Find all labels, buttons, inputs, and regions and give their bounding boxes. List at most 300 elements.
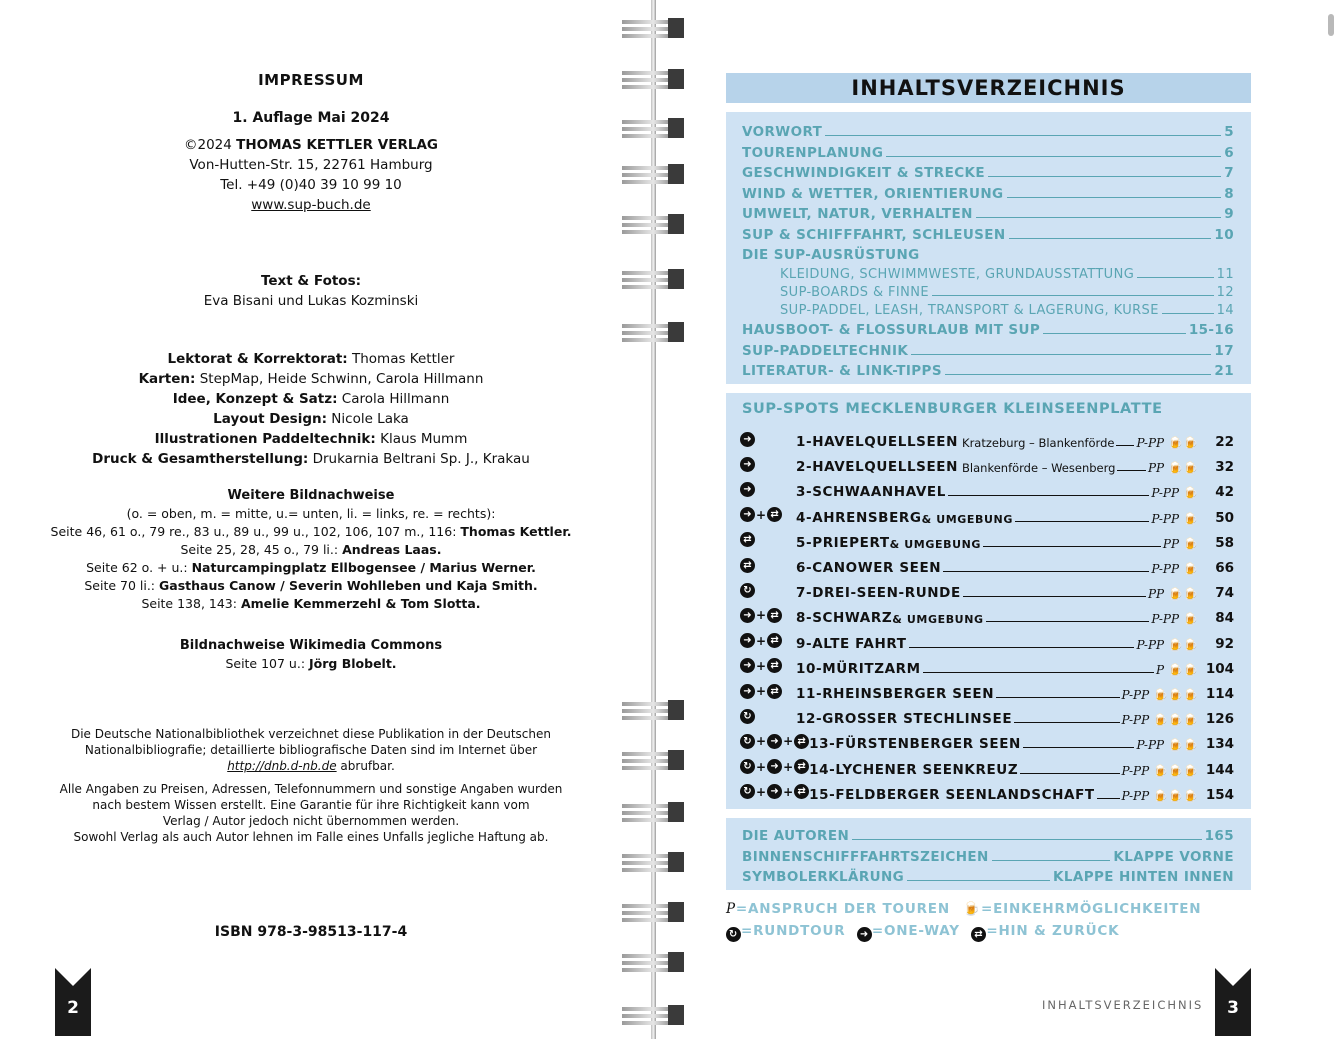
toc-entry-page: 21 (1214, 363, 1234, 379)
weitere-lines (40, 523, 582, 613)
bildnachweis-pages: Seite 25, 28, 45 o., 79 li.: (180, 542, 343, 557)
difficulty-icon: P-PP (1121, 688, 1150, 702)
spot-entry[interactable] (740, 705, 1234, 727)
spot-name: 4-AHRENSBERG (796, 509, 922, 526)
spot-entry[interactable] (740, 655, 1234, 677)
toc-leader (909, 647, 1135, 648)
toc-leader (986, 621, 1150, 622)
publisher-line (40, 135, 582, 155)
credit-label: Illustrationen Paddeltechnik: (154, 431, 376, 447)
page-number-right: 3 (1227, 998, 1239, 1018)
one-way-icon: ➜ (767, 759, 782, 774)
bildnachweis-name: Naturcampingplatz Ellbogensee / Marius Werner. (191, 560, 536, 575)
spot-page: 114 (1205, 686, 1234, 702)
difficulty-icon: P-PP (1136, 637, 1165, 652)
spot-entry[interactable] (740, 730, 1234, 752)
hin-zurueck-icon: ⇄ (794, 759, 809, 774)
hin-zurueck-icon: ⇄ (767, 633, 782, 648)
route-type-icons (740, 554, 796, 576)
credits-block (40, 349, 582, 469)
difficulty-legend-icon: P (726, 901, 736, 917)
toc-entry[interactable] (742, 120, 1234, 140)
spiral-ring-cap (668, 750, 684, 770)
toc-leader (1117, 470, 1146, 471)
toc-leader (1137, 277, 1213, 278)
spiral-ring-cap (668, 164, 684, 184)
beer-mug-icon: 🍺 (1183, 612, 1198, 627)
toc-entry-label: WIND & WETTER, ORIENTIERUNG (742, 185, 1004, 202)
one-way-icon: ➜ (740, 684, 755, 699)
bildnachweis-line (40, 523, 582, 541)
route-type-icons (740, 428, 796, 450)
spot-name-suffix: & UMGEBUNG (889, 537, 982, 551)
toc-entry[interactable] (742, 161, 1234, 181)
route-type-icons (740, 604, 796, 626)
spot-entry[interactable] (740, 630, 1234, 652)
wikimedia-pages: Seite 107 u.: (225, 656, 310, 671)
spiral-ring (622, 214, 684, 234)
toc-leader (948, 495, 1150, 496)
impressum-title: IMPRESSUM (258, 71, 364, 89)
toc-entry-page: 10 (1214, 226, 1234, 243)
hin-zurueck-icon: ⇄ (767, 684, 782, 699)
spot-entry[interactable] (740, 529, 1234, 551)
beer-mug-icon: 🍺🍺 (1168, 436, 1198, 450)
rundtour-icon: ↻ (740, 583, 755, 598)
toc-entry-ausruestung[interactable] (742, 243, 1234, 263)
rundtour-icon: ↻ (740, 734, 755, 749)
credit-line (40, 449, 582, 469)
spot-entry[interactable] (740, 781, 1234, 803)
one-way-icon: ➜ (740, 507, 755, 522)
spiral-ring-cap (668, 902, 684, 922)
mug-legend-icon: 🍺 (963, 901, 982, 917)
difficulty-icon: P-PP (1136, 738, 1165, 753)
hin-zurueck-icon: ⇄ (794, 734, 809, 749)
toc-entry-label: TOURENPLANUNG (742, 144, 884, 161)
spot-page: 84 (1215, 610, 1234, 627)
toc-leader (1162, 313, 1214, 314)
toc-entry[interactable] (742, 182, 1234, 202)
toc-entry-page: KLAPPE HINTEN INNEN (1052, 869, 1234, 885)
spot-page: 92 (1215, 635, 1234, 652)
toc-leader (1009, 238, 1212, 239)
beer-mug-icon: 🍺🍺🍺 (1153, 688, 1198, 702)
difficulty-icon: PP (1147, 587, 1165, 602)
spiral-ring (622, 164, 684, 184)
spot-name: 10-MÜRITZARM (796, 660, 921, 677)
toc-entry[interactable] (742, 845, 1234, 865)
spot-name: 7-DREI-SEEN-RUNDE (796, 585, 961, 602)
one-way-icon: ➜ (857, 927, 872, 942)
phone: Tel. +49 (0)40 39 10 99 10 (220, 177, 402, 193)
toc-entry-page: 7 (1224, 165, 1234, 181)
text-fotos-label: Text & Fotos: (260, 273, 362, 289)
spiral-rod (651, 0, 656, 1039)
difficulty-icon: P-PP (1121, 713, 1150, 728)
spiral-ring-cap (668, 69, 684, 89)
toc-entry-page: 165 (1204, 828, 1234, 844)
toc-entry-label: VORWORT (742, 124, 823, 140)
bildnachweis-line (40, 559, 582, 577)
spiral-ring (622, 700, 684, 720)
route-type-icons (740, 478, 796, 500)
wikimedia-title: Bildnachweise Wikimedia Commons (179, 638, 443, 653)
plus-sign: + (756, 784, 767, 799)
spot-name: 11-RHEINSBERGER SEEN (796, 686, 995, 702)
toc-entry[interactable] (742, 223, 1234, 243)
spiral-ring-cap (668, 952, 684, 972)
toc-leader (825, 135, 1221, 136)
bildnachweis-pages: Seite 62 o. + u.: (86, 560, 192, 575)
toc-leader (988, 176, 1221, 177)
spot-entry[interactable] (740, 453, 1234, 475)
beer-mug-icon: 🍺🍺 (1168, 637, 1198, 652)
toc-entry-label: HAUSBOOT- & FLOSSURLAUB MIT SUP (742, 322, 1041, 338)
route-type-icons (740, 529, 796, 551)
one-way-icon: ➜ (767, 734, 782, 749)
page-marker-left (55, 968, 91, 1036)
toc-entry[interactable] (780, 262, 1234, 282)
weitere-bildnachweise (40, 487, 582, 613)
hin-zurueck-icon: ⇄ (767, 608, 782, 623)
mug-legend-text: =EINKEHRMÖGLICHKEITEN (981, 901, 1202, 917)
spot-name: 15-FELDBERGER SEENLANDSCHAFT (809, 786, 1095, 803)
toc-entry-label: SUP-PADDEL, LEASH, TRANSPORT & LAGERUNG, KURSE (780, 303, 1159, 318)
toc-leader (852, 839, 1201, 840)
copyright: ©2024 (184, 137, 237, 153)
beer-mug-icon: 🍺 (1183, 536, 1198, 551)
plus-sign: + (756, 608, 767, 623)
spots-title: SUP-SPOTS MECKLENBURGER KLEINSEENPLATTE (742, 401, 1163, 417)
rundtour-icon: ↻ (740, 709, 755, 724)
difficulty-icon: PP (1147, 461, 1165, 476)
beer-mug-icon: 🍺🍺🍺 (1153, 788, 1198, 803)
spot-page: 66 (1215, 560, 1234, 576)
text-fotos-value: Eva Bisani und Lukas Kozminski (203, 293, 419, 309)
difficulty-legend-text: =ANSPRUCH DER TOUREN (735, 901, 950, 917)
toc-entry[interactable] (742, 202, 1234, 222)
toc-entry[interactable] (742, 318, 1234, 338)
spot-entry[interactable] (740, 680, 1234, 702)
publisher-block (40, 108, 582, 215)
bildnachweis-line (40, 541, 582, 559)
credit-label: Idee, Konzept & Satz: (172, 391, 338, 407)
difficulty-icon: P-PP (1151, 612, 1180, 627)
spot-name: 3-SCHWAANHAVEL (796, 484, 946, 501)
spiral-ring (622, 1005, 684, 1025)
credit-line (40, 429, 582, 449)
toc-entry[interactable] (780, 280, 1234, 300)
spot-entry[interactable] (740, 554, 1234, 576)
website-link[interactable]: www.sup-buch.de (251, 197, 371, 213)
spot-page: 42 (1215, 484, 1234, 501)
running-footer: INHALTSVERZEICHNIS (1042, 998, 1204, 1012)
spiral-ring-cap (668, 322, 684, 342)
hin-zurueck-icon: ⇄ (767, 658, 782, 673)
plus-sign: + (756, 734, 767, 749)
toc-leader (1116, 445, 1134, 446)
hin-zurueck-icon: ⇄ (971, 927, 986, 942)
toc-entry-label: KLEIDUNG, SCHWIMMWESTE, GRUNDAUSSTATTUNG (780, 267, 1135, 282)
toc-entry[interactable] (742, 865, 1234, 885)
spot-page: 58 (1215, 534, 1234, 551)
one-way-icon: ➜ (740, 658, 755, 673)
wikimedia-name: Jörg Blobelt. (309, 656, 397, 671)
bildnachweis-pages: Seite 70 li.: (84, 578, 159, 593)
difficulty-icon: P-PP (1121, 788, 1150, 803)
route-type-icons (740, 680, 796, 702)
toc-leader (943, 571, 1149, 572)
toc-leader (1014, 722, 1119, 723)
disclaimer-line-4: Sowohl Verlag als auch Autor lehnen im Falle eines Unfalls jegliche Haftung ab. (73, 830, 549, 844)
toc-leader (1007, 197, 1222, 198)
spot-page: 104 (1205, 660, 1234, 677)
toc-leader (1023, 747, 1135, 748)
spiral-ring (622, 69, 684, 89)
spiral-ring-cap (668, 700, 684, 720)
toc-leader (923, 672, 1154, 673)
spot-entry[interactable] (740, 428, 1234, 450)
toc-leader (1015, 521, 1149, 522)
wikimedia-line (40, 655, 582, 673)
toc-entry-label: SUP-PADDELTECHNIK (742, 342, 909, 359)
credit-line (40, 389, 582, 409)
spiral-ring (622, 322, 684, 342)
difficulty-icon: P-PP (1151, 511, 1180, 526)
beer-mug-icon: 🍺🍺 (1168, 461, 1198, 476)
page-number-left: 2 (67, 998, 79, 1018)
toc-entry-page: KLAPPE VORNE (1113, 848, 1234, 865)
spiral-ring-cap (668, 269, 684, 289)
spiral-ring-cap (668, 802, 684, 822)
spot-page: 126 (1205, 711, 1234, 728)
bildnachweis-name: Andreas Laas. (342, 542, 442, 557)
plus-sign: + (783, 734, 794, 749)
credit-value: Carola Hillmann (337, 391, 450, 407)
toc-leader (911, 354, 1211, 355)
dnb-line-3 (40, 758, 582, 774)
beer-mug-icon: 🍺 (1183, 486, 1198, 501)
toc-leader (886, 156, 1221, 157)
spiral-ring-cap (668, 18, 684, 38)
route-type-icons (740, 504, 796, 526)
one-way-icon: ➜ (740, 608, 755, 623)
toc-end-box (726, 818, 1251, 890)
credit-value: Drukarnia Beltrani Sp. J., Krakau (308, 451, 530, 467)
plus-sign: + (756, 759, 767, 774)
bildnachweis-name: Amelie Kemmerzehl & Tom Slotta. (240, 596, 481, 611)
spot-entry[interactable] (740, 604, 1234, 626)
difficulty-icon: P-PP (1151, 562, 1180, 576)
toc-leader (976, 217, 1221, 218)
hin-legend-text: =HIN & ZURÜCK (986, 923, 1120, 939)
beer-mug-icon: 🍺🍺 (1168, 738, 1198, 753)
toc-leader (907, 880, 1050, 881)
oneway-legend-text: =ONE-WAY (871, 923, 960, 939)
rundtour-legend-text: =RUNDTOUR (741, 923, 846, 939)
spot-name: 1-HAVELQUELLSEEN (796, 434, 959, 450)
route-type-icons (740, 579, 796, 601)
credit-label: Lektorat & Korrektorat: (167, 351, 348, 367)
toc-general-box (726, 112, 1251, 384)
credit-line (40, 369, 582, 389)
spot-name: 6-CANOWER SEEN (796, 560, 942, 576)
toc-entry-label: LITERATUR- & LINK-TIPPS (742, 363, 942, 379)
beer-mug-icon: 🍺 (1183, 562, 1198, 576)
one-way-icon: ➜ (767, 784, 782, 799)
toc-entry-label: SUP-BOARDS & FINNE (780, 285, 930, 300)
dnb-notice (40, 726, 582, 774)
bildnachweis-pages: Seite 138, 143: (141, 596, 241, 611)
one-way-icon: ➜ (740, 633, 755, 648)
spot-name: 2-HAVELQUELLSEEN (796, 459, 959, 476)
isbn: ISBN 978-3-98513-117-4 (214, 924, 408, 940)
route-type-icons (740, 655, 796, 677)
bildnachweis-name: Gasthaus Canow / Severin Wohlleben und Kaja Smith. (159, 578, 538, 593)
toc-entry-page: 9 (1224, 206, 1234, 222)
spot-entry[interactable] (740, 579, 1234, 601)
disclaimer (40, 781, 582, 845)
credit-value: Nicole Laka (327, 411, 409, 427)
left-page (0, 0, 650, 1039)
toc-title: INHALTSVERZEICHNIS (726, 73, 1251, 103)
route-type-icons (740, 630, 796, 652)
wikimedia-block (40, 637, 582, 673)
toc-leader (945, 374, 1211, 375)
spot-page: 144 (1205, 761, 1234, 778)
spot-route: Kratzeburg – Blankenförde (962, 436, 1115, 450)
publisher-name: THOMAS KETTLER VERLAG (236, 137, 438, 153)
spot-name: 14-LYCHENER SEENKREUZ (809, 761, 1019, 778)
spot-name: 5-PRIEPERT (796, 534, 890, 551)
rundtour-icon: ↻ (740, 759, 755, 774)
spiral-ring-cap (668, 1005, 684, 1025)
spiral-ring (622, 118, 684, 138)
credit-value: StepMap, Heide Schwinn, Carola Hillmann (195, 371, 484, 387)
spiral-ring (622, 750, 684, 770)
spot-name-suffix: & UMGEBUNG (892, 613, 984, 627)
dnb-suffix: abrufbar. (336, 759, 395, 773)
route-type-icons (740, 781, 809, 803)
spot-page: 32 (1215, 459, 1234, 476)
credit-line (40, 409, 582, 429)
toc-entry-page: 5 (1224, 124, 1234, 140)
route-type-icons (740, 756, 809, 778)
spot-name: 13-FÜRSTENBERGER SEEN (809, 736, 1021, 753)
toc-entry[interactable] (742, 824, 1234, 844)
difficulty-icon: P-PP (1136, 436, 1165, 450)
toc-entry-page: 15-16 (1188, 322, 1234, 338)
spiral-ring (622, 18, 684, 38)
scrollbar-thumb[interactable] (1328, 14, 1334, 36)
page-marker-right (1215, 968, 1251, 1036)
toc-entry-page: 11 (1216, 267, 1234, 282)
spot-name: 12-GROSSER STECHLINSEE (796, 711, 1013, 728)
credit-label: Layout Design: (213, 411, 327, 427)
credit-label: Karten: (138, 371, 196, 387)
toc-leader (1020, 773, 1119, 774)
toc-entry-label: GESCHWINDIGKEIT & STRECKE (742, 165, 985, 181)
toc-entry-page: 14 (1216, 303, 1234, 318)
spot-page: 74 (1215, 585, 1234, 602)
credit-value: Klaus Mumm (375, 431, 468, 447)
disclaimer-line-1: Alle Angaben zu Preisen, Adressen, Telefonnummern und sonstige Angaben wurden (59, 782, 563, 796)
difficulty-icon: P-PP (1121, 763, 1150, 778)
toc-leader (963, 596, 1146, 597)
toc-entry-label: BINNENSCHIFFFAHRTSZEICHEN (742, 848, 989, 865)
one-way-icon: ➜ (740, 457, 755, 472)
bildnachweis-line (40, 595, 582, 613)
toc-entry[interactable] (742, 141, 1234, 161)
toc-entry[interactable] (742, 359, 1234, 379)
toc-leader (1043, 333, 1186, 334)
legend-row-2 (726, 923, 1119, 942)
disclaimer-line-3: Verlag / Autor jedoch nicht übernommen werden. (162, 814, 460, 828)
toc-entry[interactable] (780, 298, 1234, 318)
page-marker-notch (55, 968, 91, 986)
beer-mug-icon: 🍺🍺 (1168, 587, 1198, 602)
toc-entry-label: SYMBOLERKLÄRUNG (742, 869, 905, 885)
one-way-icon: ➜ (740, 432, 755, 447)
toc-entry-label: DIE AUTOREN (742, 828, 850, 844)
spot-entry[interactable] (740, 504, 1234, 526)
hin-zurueck-icon: ⇄ (740, 532, 755, 547)
spot-route: Blankenförde – Wesenberg (962, 461, 1116, 476)
toc-spots-box (726, 393, 1251, 809)
route-type-icons (740, 705, 796, 727)
toc-entry-label: SUP & SCHIFFFAHRT, SCHLEUSEN (742, 226, 1006, 243)
toc-entry-page: 6 (1224, 144, 1234, 161)
address: Von-Hutten-Str. 15, 22761 Hamburg (189, 157, 433, 173)
spiral-ring (622, 952, 684, 972)
beer-mug-icon: 🍺 (1183, 511, 1198, 526)
dnb-line-1: Die Deutsche Nationalbibliothek verzeichnet diese Publikation in der Deutschen (70, 727, 551, 741)
difficulty-icon: P-PP (1151, 486, 1180, 501)
toc-leader (1097, 798, 1120, 799)
toc-entry-label: DIE SUP-AUSRÜSTUNG (742, 247, 920, 263)
disclaimer-line-2: nach bestem Wissen erstellt. Eine Garantie für ihre Richtigkeit kann vom (92, 798, 530, 812)
spiral-ring-cap (668, 118, 684, 138)
rundtour-icon: ↻ (740, 784, 755, 799)
spot-entry[interactable] (740, 756, 1234, 778)
difficulty-icon: P (1156, 662, 1165, 677)
spot-name: 8-SCHWARZ (796, 610, 893, 627)
spot-page: 22 (1215, 434, 1234, 450)
spiral-ring (622, 269, 684, 289)
toc-entry[interactable] (742, 339, 1234, 359)
toc-entry-label: UMWELT, NATUR, VERHALTEN (742, 206, 973, 222)
spot-page: 134 (1205, 736, 1234, 753)
hin-zurueck-icon: ⇄ (767, 507, 782, 522)
route-type-icons (740, 730, 809, 752)
spiral-ring (622, 852, 684, 872)
beer-mug-icon: 🍺🍺 (1168, 662, 1198, 677)
bildnachweis-line (40, 577, 582, 595)
plus-sign: + (783, 759, 794, 774)
plus-sign: + (756, 658, 767, 673)
credit-label: Druck & Gesamtherstellung: (92, 451, 309, 467)
spiral-ring-cap (668, 214, 684, 234)
difficulty-icon: PP (1162, 536, 1180, 551)
spot-name-suffix: & UMGEBUNG (921, 512, 1013, 526)
hin-zurueck-icon: ⇄ (740, 558, 755, 573)
hin-zurueck-icon: ⇄ (794, 784, 809, 799)
spot-entry[interactable] (740, 478, 1234, 500)
toc-entry-page: 8 (1224, 185, 1234, 202)
one-way-icon: ➜ (740, 482, 755, 497)
dnb-link[interactable]: http://dnb.d-nb.de (227, 759, 337, 773)
